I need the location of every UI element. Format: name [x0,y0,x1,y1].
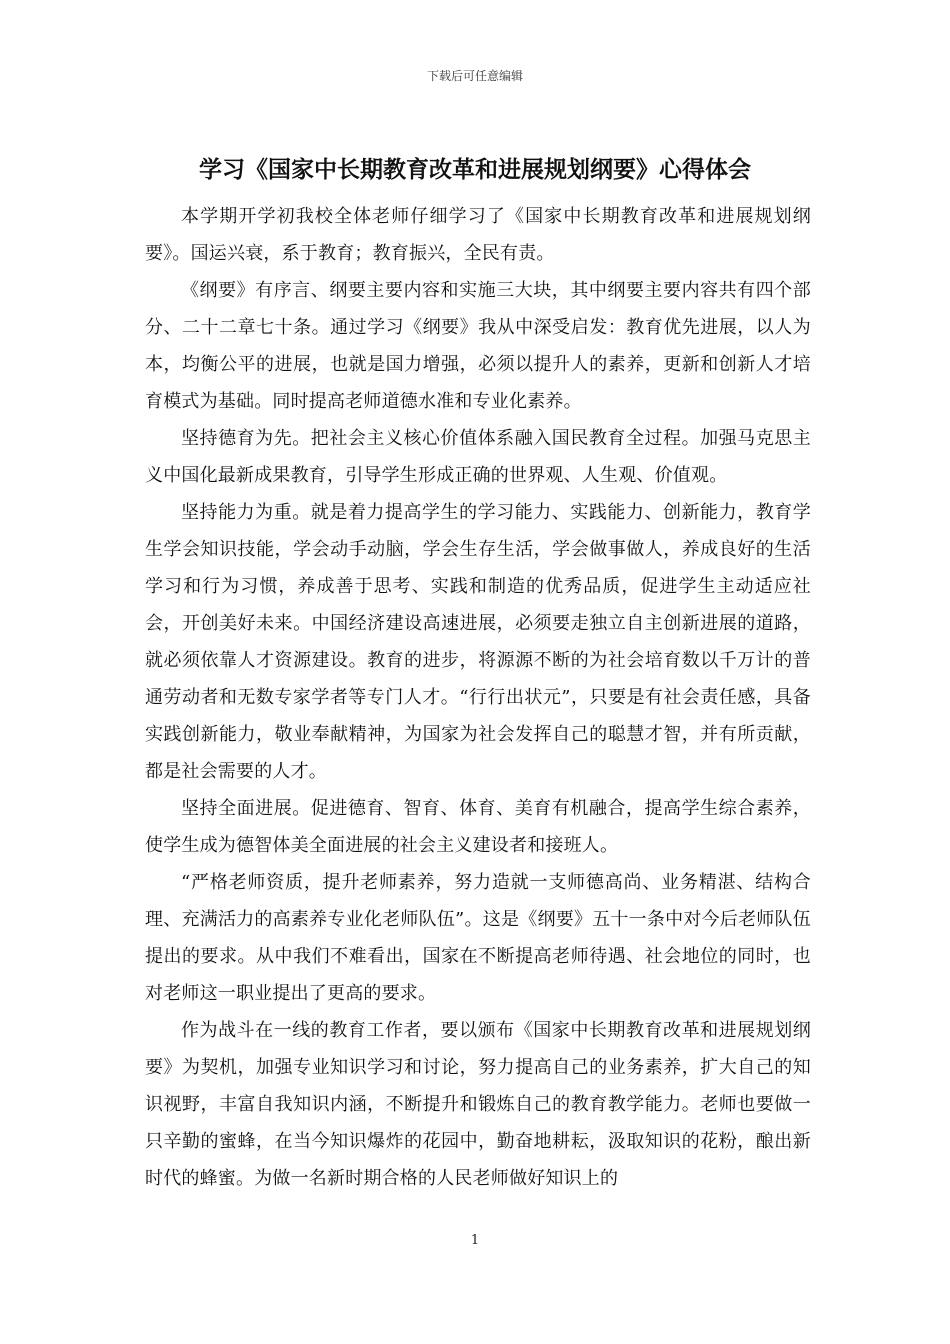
paragraph: “严格老师资质，提升老师素养，努力造就一支师德高尚、业务精湛、结构合理、充满活力的高素养专业化老师队伍”。这是《纲要》五十一条中对今后老师队伍提出的要求。从中我们不难看出，国家在不断提高老师待遇、社会地位的同时，也对老师这一职业提出了更高的要求。 [145,872,811,1004]
header-note: 下载后可任意编辑 [426,69,523,83]
page-number: 1 [470,1233,480,1248]
paragraph: 坚持德育为先。把社会主义核心价值体系融入国民教育全过程。加强马克思主义中国化最新成果教育，引导学生形成正确的世界观、人生观、价值观。 [145,428,811,486]
document-body [145,198,811,1197]
paragraph: 《纲要》有序言、纲要主要内容和实施三大块，其中纲要主要内容共有四个部分、二十二章七十条。通过学习《纲要》我从中深受启发：教育优先进展，以人为本，均衡公平的进展，也就是国力增强，必须以提升人的素养，更新和创新人才培育模式为基础。同时提高老师道德水准和专业化素养。 [145,280,811,412]
paragraph: 作为战斗在一线的教育工作者，要以颁布《国家中长期教育改革和进展规划纲要》为契机，加强专业知识学习和讨论，努力提高自己的业务素养，扩大自己的知识视野，丰富自我知识内涵，不断提升和锻炼自己的教育教学能力。老师也要做一只辛勤的蜜蜂，在当今知识爆炸的花园中，勤奋地耕耘，汲取知识的花粉，酿出新时代的蜂蜜。为做一名新时期合格的人民老师做好知识上的 [145,1020,811,1189]
paragraph: 坚持全面进展。促进德育、智育、体育、美育有机融合，提高学生综合素养，使学生成为德智体美全面进展的社会主义建设者和接班人。 [145,798,811,856]
document-title: 学习《国家中长期教育改革和进展规划纲要》心得体会 [199,157,751,183]
paragraph: 本学期开学初我校全体老师仔细学习了《国家中长期教育改革和进展规划纲要》。国运兴衰，系于教育；教育振兴，全民有责。 [145,206,811,264]
paragraph: 坚持能力为重。就是着力提高学生的学习能力、实践能力、创新能力，教育学生学会知识技能，学会动手动脑，学会生存生活，学会做事做人，养成良好的生活学习和行为习惯，养成善于思考、实践和制造的优秀品质，促进学生主动适应社会，开创美好未来。中国经济建设高速进展，必须要走独立自主创新进展的道路，就必须依靠人才资源建设。教育的进步，将源源不断的为社会培育数以千万计的普通劳动者和无数专家学者等专门人才。“行行出状元”，只要是有社会责任感，具备实践创新能力，敬业奉献精神，为国家为社会发挥自己的聪慧才智，并有所贡献，都是社会需要的人才。 [145,502,811,782]
